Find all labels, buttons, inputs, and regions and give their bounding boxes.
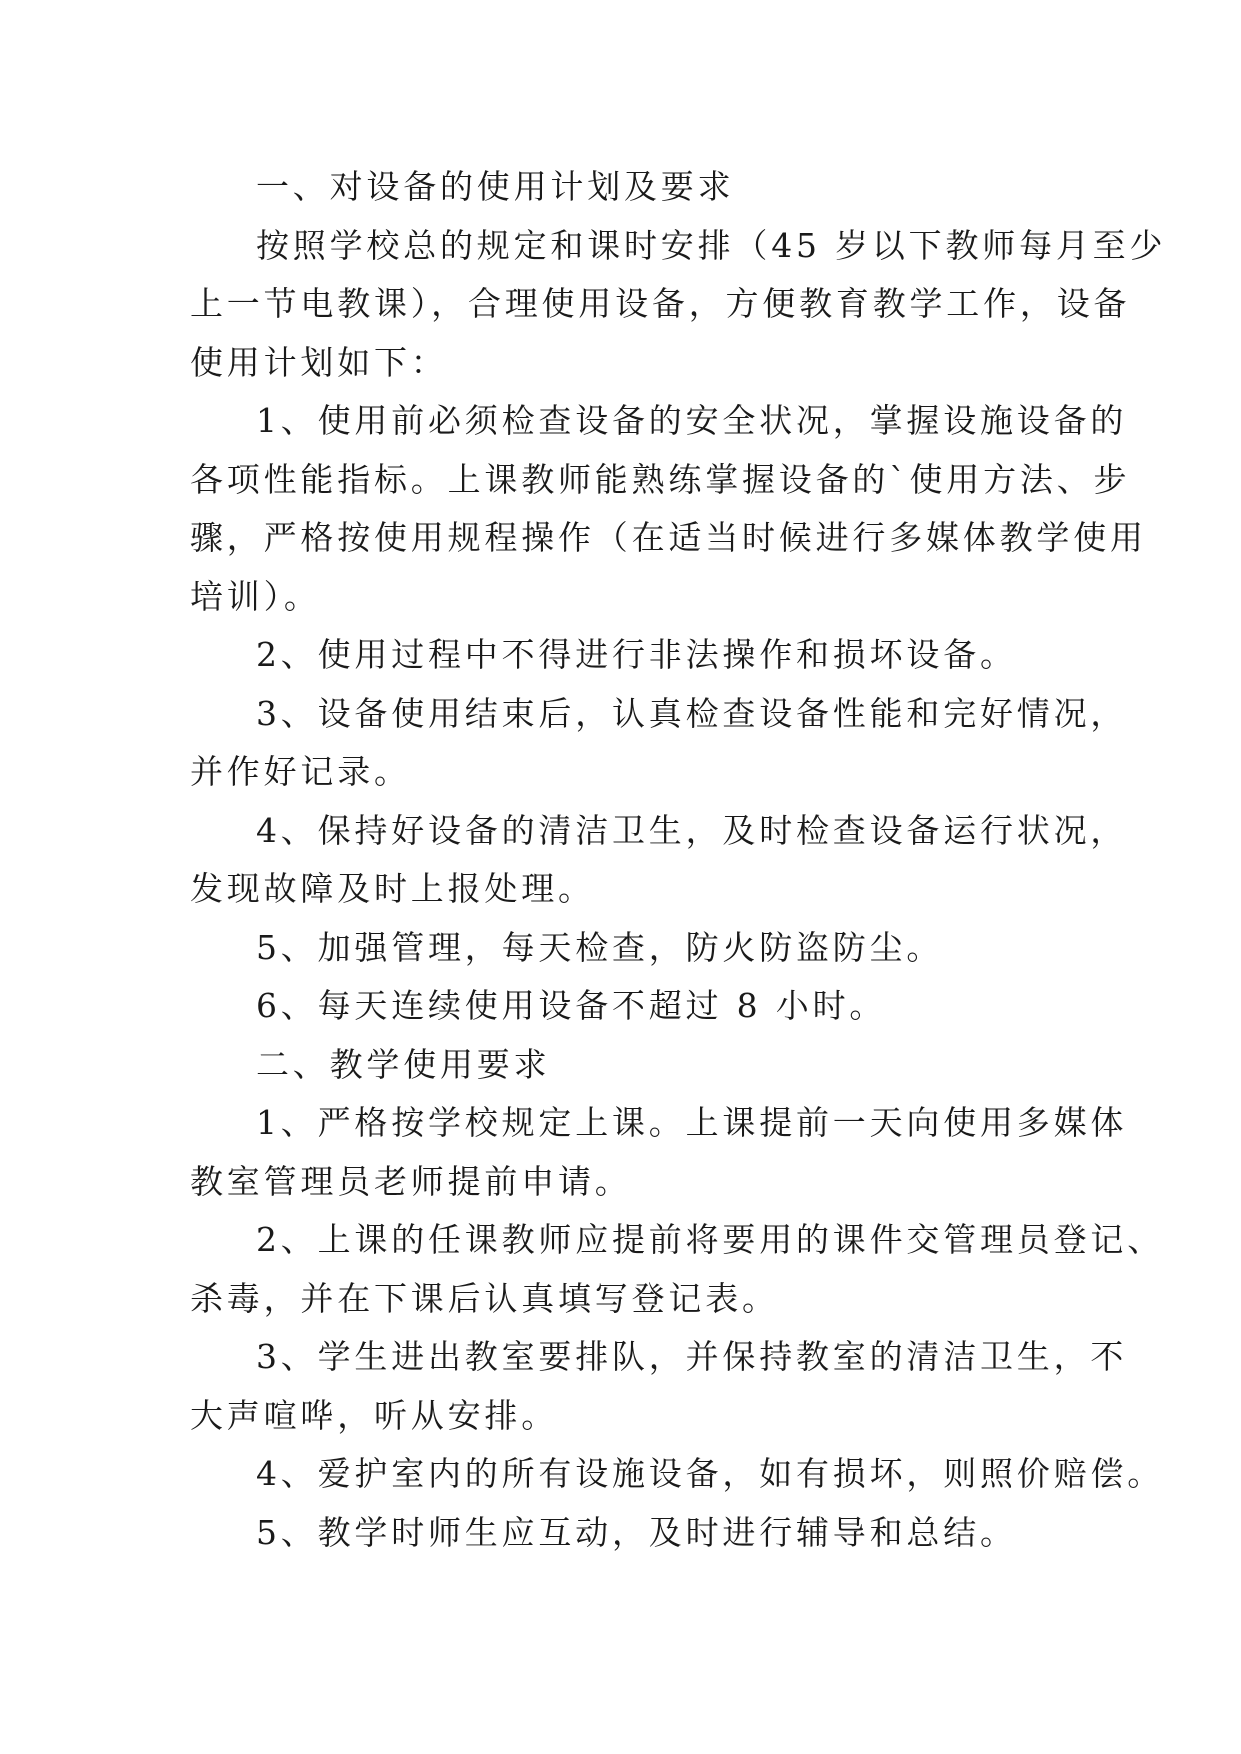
text-line: 培训）。 xyxy=(190,576,321,616)
paragraph xyxy=(190,392,1147,626)
text-line: 一、对设备的使用计划及要求 xyxy=(256,167,735,206)
paragraph xyxy=(190,1094,1128,1211)
paragraph xyxy=(190,802,1128,919)
text-line: 并作好记录。 xyxy=(190,752,411,791)
paragraph xyxy=(190,1504,1060,1563)
paragraph xyxy=(190,1445,1164,1504)
text-line: 5、加强管理，每天检查，防火防盗防尘。 xyxy=(256,927,944,967)
text-line: 骤，严格按使用规程操作（在适当时候进行多媒体教学使用 xyxy=(190,518,1147,557)
text-line: 杀毒，并在下课后认真填写登记表。 xyxy=(190,1278,779,1318)
text-line: 上一节电教课），合理使用设备，方便教育教学工作，设备 xyxy=(190,284,1131,323)
text-line: 二、教学使用要求 xyxy=(256,1044,551,1084)
paragraph xyxy=(190,977,1060,1036)
text-line: 各项性能指标。上课教师能熟练掌握设备的`使用方法、步 xyxy=(190,459,1131,499)
text-line: 按照学校总的规定和课时安排（45 岁以下教师每月至少 xyxy=(256,225,1167,265)
text-line: 2、使用过程中不得进行非法操作和损坏设备。 xyxy=(256,635,1017,674)
text-line: 1、使用前必须检查设备的安全状况，掌握设施设备的 xyxy=(256,401,1128,440)
text-line: 6、每天连续使用设备不超过 8 小时。 xyxy=(256,986,887,1025)
paragraph xyxy=(190,217,1167,393)
paragraph xyxy=(190,1211,1164,1328)
text-line: 教室管理员老师提前申请。 xyxy=(190,1161,632,1201)
text-line: 4、爱护室内的所有设施设备，如有损坏，则照价赔偿。 xyxy=(256,1454,1164,1493)
text-line: 5、教学时师生应互动，及时进行辅导和总结。 xyxy=(256,1512,1017,1552)
text-line: 3、学生进出教室要排队，并保持教室的清洁卫生，不 xyxy=(256,1337,1128,1376)
document-body xyxy=(190,158,1167,1562)
section-heading xyxy=(190,1036,1060,1095)
text-line: 发现故障及时上报处理。 xyxy=(190,869,595,908)
text-line: 3、设备使用结束后，认真检查设备性能和完好情况， xyxy=(256,693,1128,733)
text-line: 1、严格按学校规定上课。上课提前一天向使用多媒体 xyxy=(256,1103,1128,1142)
section-heading xyxy=(190,158,1060,217)
text-line: 使用计划如下： xyxy=(190,342,448,382)
text-line: 大声喧哗，听从安排。 xyxy=(190,1395,558,1435)
paragraph xyxy=(190,1328,1128,1445)
text-line: 2、上课的任课教师应提前将要用的课件交管理员登记、 xyxy=(256,1220,1164,1259)
paragraph xyxy=(190,685,1128,802)
paragraph xyxy=(190,626,1060,685)
text-line: 4、保持好设备的清洁卫生，及时检查设备运行状况， xyxy=(256,810,1128,850)
paragraph xyxy=(190,919,1060,978)
